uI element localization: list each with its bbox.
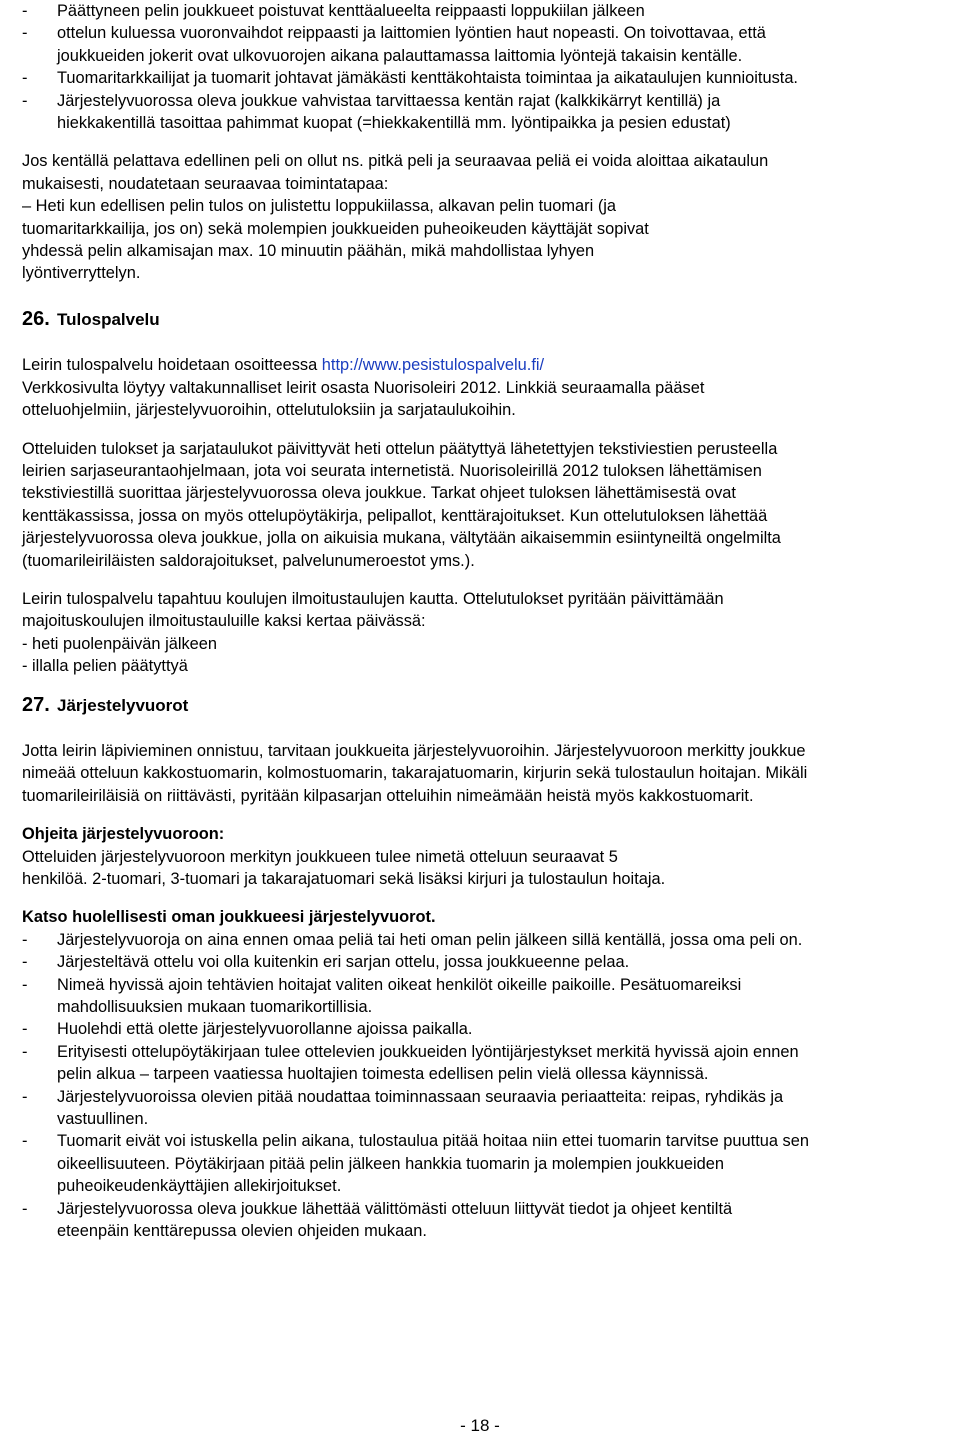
bullet-text — [57, 90, 952, 135]
top-bullet-list — [22, 0, 952, 134]
text-line: Tuomaritarkkailijat ja tuomarit johtavat jämäkästi kenttäkohtaista toimintaa ja aikataulujen kunnioitusta. — [57, 69, 798, 88]
bullet-dash: - — [22, 24, 28, 43]
text-line: ottelun kuluessa vuoronvaihdot reippaasti ja laittomien lyöntien haut nopeasti. On toivottavaa, että — [57, 24, 766, 43]
text-line: vastuullinen. — [57, 1110, 149, 1129]
text-line: Jotta leirin läpivieminen onnistuu, tarvitaan joukkueita järjestelyvuoroihin. Järjestelyvuoroon merkitty joukkue — [22, 741, 806, 760]
text-line: tuomaritarkkailija, jos on) sekä molempien joukkueiden puheoikeuden käyttäjät sopivat — [22, 219, 649, 238]
text-line: Verkkosivulta löytyy valtakunnalliset leirit osasta Nuorisoleiri 2012. Linkkiä seuraamalla pääset — [22, 378, 705, 397]
bullet-dash: - — [22, 69, 28, 88]
tulospalvelu-results-paragraph — [22, 438, 952, 572]
bullet-dash: - — [22, 1199, 28, 1218]
bullet-dash: - — [22, 1087, 28, 1106]
text-line: Nimeä hyvissä ajoin tehtävien hoitajat valiten oikeat henkilöt oikeille paikoille. Pesätuomareiksi — [57, 975, 742, 994]
text-line: järjestelyvuorossa oleva joukkue, jolla on aikuisia mukana, vältytään aikaisemmin esiintyneiltä ongelmilta — [22, 529, 781, 548]
bullet-text — [57, 67, 952, 89]
bullet-item — [22, 22, 952, 67]
previous-game-paragraph — [22, 150, 952, 284]
bullet-item — [22, 1018, 952, 1040]
text-line: (tuomarileiriläisten saldorajoitukset, palvelunumeroestot yms.). — [22, 551, 475, 570]
text-line: yhdessä pelin alkamisajan max. 10 minuutin päähän, mikä mahdollistaa lyhyen — [22, 242, 595, 261]
jarjestelyvuorot-bullet-list — [22, 929, 952, 1243]
bullet-dash: - — [22, 953, 28, 972]
text-line: pelin alkua – tarpeen vaatiessa huoltajien toimesta edellisen pelin vielä ollessa käynnissä. — [57, 1065, 709, 1084]
bullet-text — [57, 951, 952, 973]
bullet-item — [22, 974, 952, 1019]
section-27-heading — [22, 694, 952, 717]
instructions-heading: Ohjeita järjestelyvuoroon: — [22, 825, 225, 844]
text-line: hiekkakentillä tasoittaa pahimmat kuopat (=hiekkakentillä mm. lyöntipaikka ja pesien edustat) — [57, 114, 731, 133]
text-line: Järjestelyvuoroissa olevien pitää noudattaa toiminnassaan seuraavia periaatteita: reipas, ryhdikäs ja — [57, 1087, 784, 1106]
text-line: Järjestelyvuoroja on aina ennen omaa peliä tai heti oman pelin jälkeen sillä kentällä, jossa oma peli on. — [57, 930, 803, 949]
bullet-item — [22, 90, 952, 135]
tulospalvelu-intro-rest — [22, 377, 952, 422]
bullet-item — [22, 951, 952, 973]
text-line: Järjestelyvuorossa oleva joukkue vahvistaa tarvittaessa kentän rajat (kalkkikärryt kentillä) ja — [57, 91, 721, 110]
bullet-dash: - — [22, 1020, 28, 1039]
section-26-heading — [22, 308, 952, 331]
text-line: Leirin tulospalvelu tapahtuu koulujen ilmoitustaulujen kautta. Ottelutulokset pyritään päivittämään — [22, 589, 724, 608]
check-heading: Katso huolellisesti oman joukkueesi järjestelyvuorot. — [22, 908, 436, 927]
text-line: Huolehdi että olette järjestelyvuorollanne ajoissa paikalla. — [57, 1020, 473, 1039]
bullet-item — [22, 1041, 952, 1086]
bullet-item — [22, 1086, 952, 1131]
text-line: Otteluiden tulokset ja sarjataulukot päivittyvät heti ottelun päätyttyä lähetettyjen tekstiviestien perusteella — [22, 439, 778, 458]
bullet-text — [57, 1041, 952, 1086]
bullet-dash: - — [22, 975, 28, 994]
bullet-item — [22, 1198, 952, 1243]
section-title: Järjestelyvuorot — [57, 695, 189, 715]
text-line: otteluohjelmiin, järjestelyvuoroihin, ottelutuloksiin ja sarjataulukoihin. — [22, 401, 516, 420]
text-line: lyöntiverryttelyn. — [22, 264, 141, 283]
tulospalvelu-intro: Leirin tulospalvelu hoidetaan osoitteessa http://www.pesistulospalvelu.fi/ — [22, 356, 545, 375]
bullet-text — [57, 929, 952, 951]
jarjestelyvuorot-intro — [22, 740, 952, 807]
bullet-item — [22, 929, 952, 951]
bullet-dash: - — [22, 1132, 28, 1151]
bullet-item — [22, 67, 952, 89]
text-line: - illalla pelien päätyttyä — [22, 657, 188, 676]
bullet-item — [22, 1130, 952, 1197]
text-line: Jos kentällä pelattava edellinen peli on ollut ns. pitkä peli ja seuraavaa peliä ei voida aloittaa aikataulun — [22, 152, 769, 171]
text-line: joukkueiden jokerit ovat ulkovuorojen aikana palauttamassa laittomia lyöntejä takaisin kentälle. — [57, 46, 743, 65]
tulospalvelu-noticeboard-paragraph — [22, 588, 952, 678]
bullet-text — [57, 22, 952, 67]
bullet-dash: - — [22, 930, 28, 949]
bullet-dash: - — [22, 2, 28, 20]
text-line: mahdollisuuksien mukaan tuomarikortillisia. — [57, 998, 373, 1017]
bullet-text — [57, 1018, 952, 1040]
page-number: - 18 - — [460, 1416, 500, 1435]
tulospalvelu-link[interactable]: http://www.pesistulospalvelu.fi/ — [321, 356, 545, 375]
text-line: eteenpäin kenttärepussa olevien ohjeiden mukaan. — [57, 1222, 427, 1241]
text-line: oikeellisuuteen. Pöytäkirjaan pitää pelin jälkeen hankkia tuomarin ja molempien joukkueiden — [57, 1154, 724, 1173]
bullet-dash: - — [22, 91, 28, 110]
bullet-text — [57, 0, 952, 22]
instructions-paragraph — [22, 846, 952, 891]
bullet-dash: - — [22, 1042, 28, 1061]
bullet-text — [57, 1086, 952, 1131]
bullet-text — [57, 1130, 952, 1197]
bullet-text — [57, 974, 952, 1019]
text-line: tekstiviestillä suorittaa järjestelyvuorossa oleva joukkue. Tarkat ohjeet tuloksen lähettämisestä ovat — [22, 484, 736, 503]
text-line: mukaisesti, noudatetaan seuraavaa toimintatapaa: — [22, 174, 389, 193]
text-line: kenttäkassissa, jossa on myös ottelupöytäkirja, pelipallot, kenttärajoitukset. Kun ottelutuloksen lähettää — [22, 506, 768, 525]
text-line: puheoikeudenkäyttäjien allekirjoitukset. — [57, 1177, 342, 1196]
text-line: nimeää otteluun kakkostuomarin, kolmostuomarin, takarajatuomarin, kirjurin sekä tulostaulun hoitajan. Mikäli — [22, 764, 808, 783]
text-line: Järjesteltävä ottelu voi olla kuitenkin eri sarjan ottelu, jossa joukkueenne pelaa. — [57, 953, 630, 972]
text-line: Tuomarit eivät voi istuskella pelin aikana, tulostaulua pitää hoitaa niin ettei tuomarin tarvitse puuttua sen — [57, 1132, 809, 1151]
text-line: majoituskoulujen ilmoitustauluille kaksi kertaa päivässä: — [22, 612, 426, 631]
text-line: Erityisesti ottelupöytäkirjaan tulee ottelevien joukkueiden lyöntijärjestykset merkitä hyvissä ajoin ennen — [57, 1042, 799, 1061]
text-line: Päättyneen pelin joukkueet poistuvat kenttäalueelta reippaasti loppukiilan jälkeen — [57, 2, 645, 20]
section-title: Tulospalvelu — [57, 309, 160, 329]
section-number: 26. — [22, 307, 50, 330]
text-line: - heti puolenpäivän jälkeen — [22, 634, 218, 653]
bullet-item — [22, 0, 952, 22]
section-number: 27. — [22, 693, 50, 716]
text-line: Otteluiden järjestelyvuoroon merkityn joukkueen tulee nimetä otteluun seuraavat 5 — [22, 847, 618, 866]
text-line: Järjestelyvuorossa oleva joukkue lähettää välittömästi otteluun liittyvät tiedot ja ohjeet kentiltä — [57, 1199, 733, 1218]
document-page — [22, 0, 952, 1243]
bullet-text — [57, 1198, 952, 1243]
text-line: leirien sarjaseurantaohjelmaan, jota voi seurata internetistä. Nuorisoleirillä 2012 tuloksen lähettämisen — [22, 461, 762, 480]
text-line: henkilöä. 2-tuomari, 3-tuomari ja takarajatuomari sekä lisäksi kirjuri ja tulostaulun hoitaja. — [22, 870, 666, 888]
text-line: tuomarileiriläisiä on riittävästi, pyritään kilpasarjan otteluihin nimeämään heistä myös kakkostuomarit. — [22, 786, 754, 805]
text-line: – Heti kun edellisen pelin tulos on julistettu loppukiilassa, alkavan pelin tuomari (ja — [22, 197, 617, 216]
